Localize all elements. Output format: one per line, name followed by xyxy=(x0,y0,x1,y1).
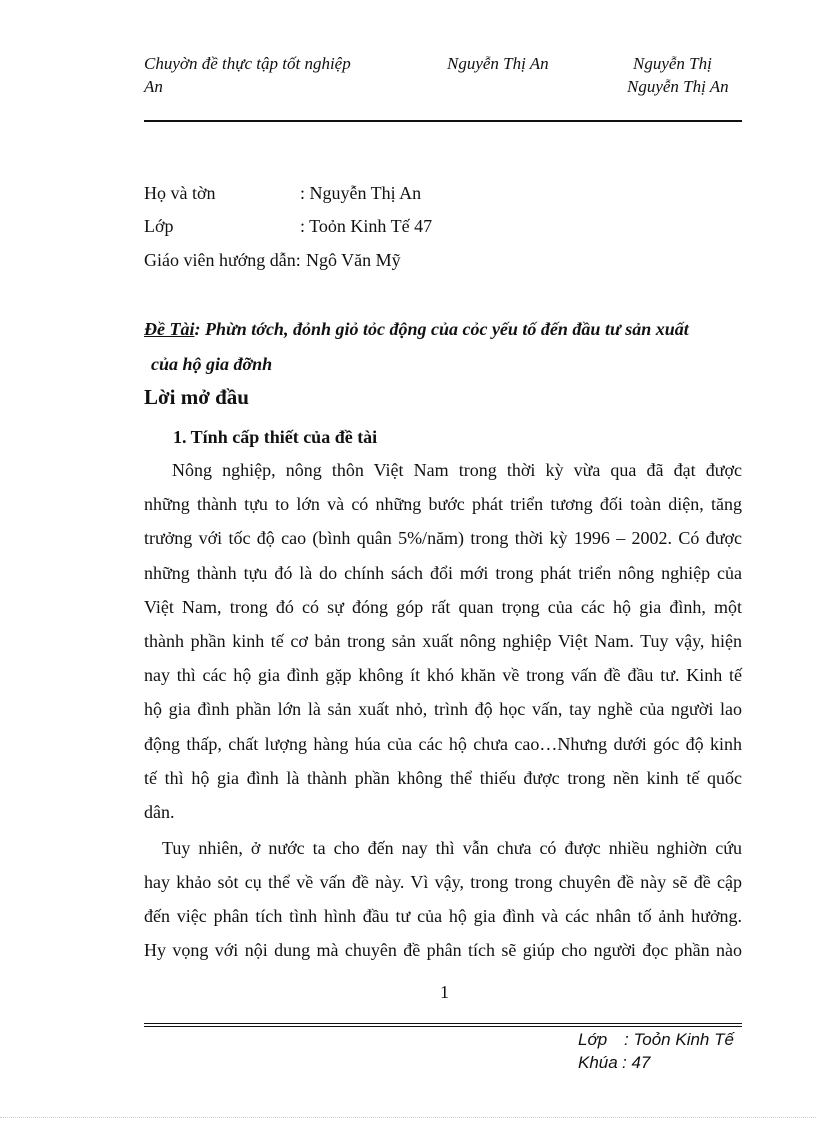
paragraph-1-line: hộ gia đình phần lớn là sản xuất nhỏ, trình độ học vấn, tay nghề của người lao xyxy=(144,699,742,719)
advisor-value: Ngô Văn Mỹ xyxy=(306,250,401,270)
paragraph-2-line: Tuy nhiên, ở nước ta cho đến nay thì vẫn chưa có được nhiều nghiờn cứu xyxy=(162,838,742,858)
header-divider xyxy=(144,120,742,122)
footer-class-value: : Toỏn Kinh Tế xyxy=(624,1030,734,1049)
paragraph-1-line: những thành tựu đó là do chính sách đổi mới trong phát triển nông nghiệp của xyxy=(144,563,742,583)
paragraph-2-line: đến việc phân tích tình hình đầu tư của hộ gia đình và các nhân tố ảnh hưởng. xyxy=(144,906,742,926)
paragraph-1-line: trưởng với tốc độ cao (bình quân 5%/năm) trong thời kỳ 1996 – 2002. Có được xyxy=(144,528,742,548)
header-course-title-continued: An xyxy=(144,77,163,96)
topic-line-2: của hộ gia đỡnh xyxy=(151,354,273,374)
header-course-title: Chuyờn đề thực tập tốt nghiệp xyxy=(144,54,351,73)
page-edge-dotted-line xyxy=(0,1117,816,1118)
class-value: : Toỏn Kinh Tế 47 xyxy=(300,216,433,236)
header-author-center: Nguyễn Thị An xyxy=(447,54,549,73)
header-author-right-second: Nguyễn Thị An xyxy=(627,77,729,96)
paragraph-2-line: hay khảo sỏt cụ thể về vấn đề này. Vì vậy, trong trong chuyên đề này sẽ đề cập xyxy=(144,872,742,892)
footer-course-label: Khúa xyxy=(578,1053,618,1072)
name-label: Họ và tờn xyxy=(144,183,216,203)
intro-heading: Lời mở đầu xyxy=(144,385,249,409)
section-heading: 1. Tính cấp thiết của đề tài xyxy=(173,427,378,447)
header-author-right: Nguyễn Thị xyxy=(633,54,712,73)
paragraph-1-line: Việt Nam, trong đó có sự đóng góp rất quan trọng của các hộ gia đình, một xyxy=(144,597,742,617)
page-number: 1 xyxy=(440,982,449,1002)
footer-course-value: : 47 xyxy=(622,1053,651,1072)
class-label: Lớp xyxy=(144,216,174,236)
name-value: : Nguyễn Thị An xyxy=(300,183,422,203)
paragraph-1-line: dân. xyxy=(144,802,175,822)
topic-line-1 xyxy=(144,319,689,340)
paragraph-1-line: những thành tựu to lớn và có những bước phát triển tương đối toàn diện, tăng xyxy=(144,494,742,514)
paragraph-2-line: Hy vọng với nội dung mà chuyên đề phân tích sẽ giúp cho người đọc phần nào xyxy=(144,940,742,960)
paragraph-1-line: tế thì hộ gia đình là thành phần không thể thiếu được trong nền kinh tế quốc xyxy=(144,768,742,788)
paragraph-1-line: thành phần kinh tế cơ bản trong sản xuất nông nghiệp Việt Nam. Tuy vậy, hiện xyxy=(144,631,742,651)
footer-class-label: Lớp xyxy=(578,1030,608,1049)
paragraph-1-line: động thấp, chất lượng hàng húa của các hộ chưa cao…Nhưng dưới góc độ kinh xyxy=(144,734,742,754)
topic-label: Đề Tài xyxy=(144,319,195,339)
footer-divider-top xyxy=(144,1023,742,1024)
footer-divider-bottom xyxy=(144,1026,742,1027)
paragraph-1-line: Nông nghiệp, nông thôn Việt Nam trong thời kỳ vừa qua đã đạt được xyxy=(172,460,742,480)
topic-text: : Phừn tớch, đỏnh giỏ tỏc động của cỏc yếu tố đến đầu tư sản xuất xyxy=(194,319,689,339)
advisor-label: Giáo viên hướng dẫn: xyxy=(144,250,301,270)
paragraph-1-line: nay thì các hộ gia đình gặp không ít khó khăn về trong vấn đề đầu tư. Kinh tế xyxy=(144,665,742,685)
